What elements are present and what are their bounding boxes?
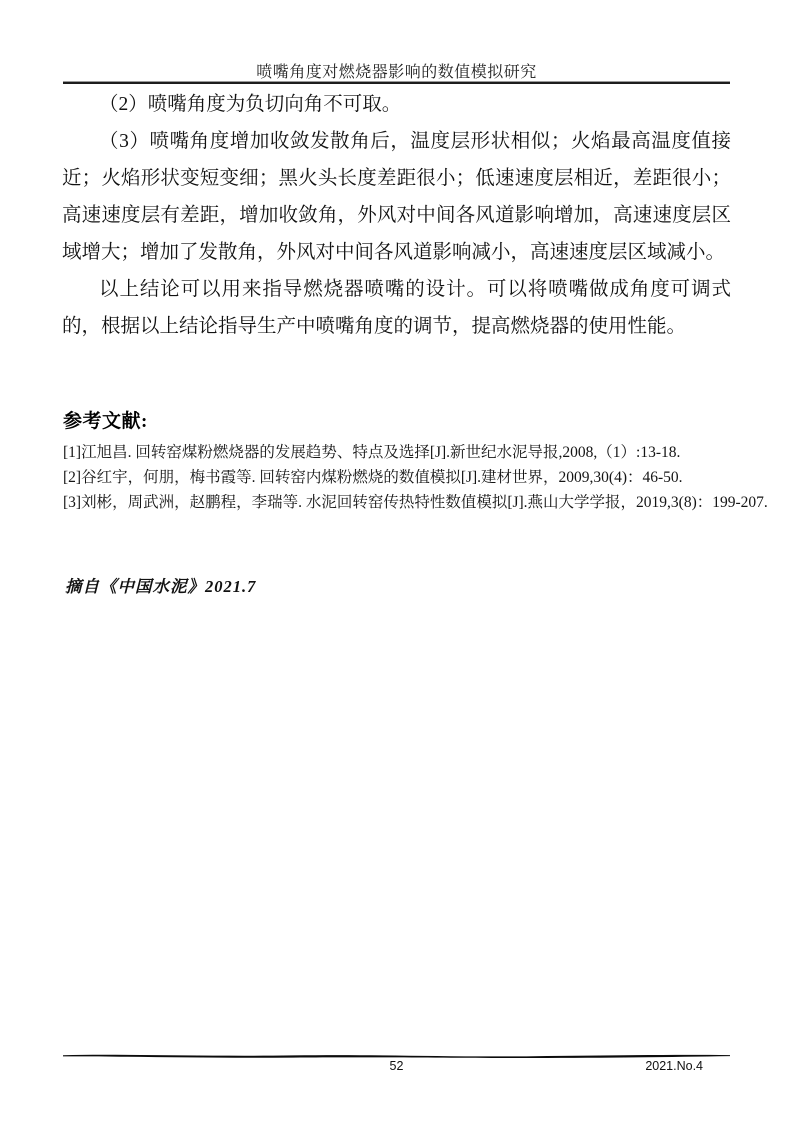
footer-page-number: 52 [389, 1059, 404, 1073]
reference-item-1: [1]江旭昌. 回转窑煤粉燃烧器的发展趋势、特点及选择[J].新世纪水泥导报,2008,（1）:13-18. [63, 444, 681, 461]
reference-item-3: [3]刘彬，周武洲，赵鹏程，李瑞等. 水泥回转窑传热特性数值模拟[J].燕山大学学报，2019,3(8)：199-207. [63, 494, 768, 511]
body-text [62, 86, 731, 345]
references-heading: 参考文献: [63, 411, 148, 432]
footer-issue-label: 2021.No.4 [645, 1059, 703, 1073]
paragraph-conclusion-3: （3）喷嘴角度增加收敛发散角后，温度层形状相似；火焰最高温度值接近；火焰形状变短变细；黑火头长度差距很小；低速速度层相近，差距很小；高速速度层有差距，增加收敛角，外风对中间各风道影响增加，高速速度层区域增大；增加了发散角，外风对中间各风道影响减小，高速速度层区域减小。 [62, 131, 731, 263]
paragraph-conclusion-2: （2）喷嘴角度为负切向角不可取。 [99, 94, 402, 115]
running-header-title: 喷嘴角度对燃烧器影响的数值模拟研究 [256, 64, 537, 81]
header-divider [63, 81, 730, 84]
reference-item-2: [2]谷红宇，何朋，梅书霞等. 回转窑内煤粉燃烧的数值模拟[J].建材世界，2009,30(4)：46-50. [63, 469, 683, 486]
references-section [63, 406, 768, 515]
paragraph-summary: 以上结论可以用来指导燃烧器喷嘴的设计。可以将喷嘴做成角度可调式的，根据以上结论指导生产中喷嘴角度的调节，提高燃烧器的使用性能。 [62, 279, 731, 337]
source-note: 摘自《中国水泥》2021.7 [65, 577, 257, 596]
footer-divider [63, 1052, 730, 1059]
